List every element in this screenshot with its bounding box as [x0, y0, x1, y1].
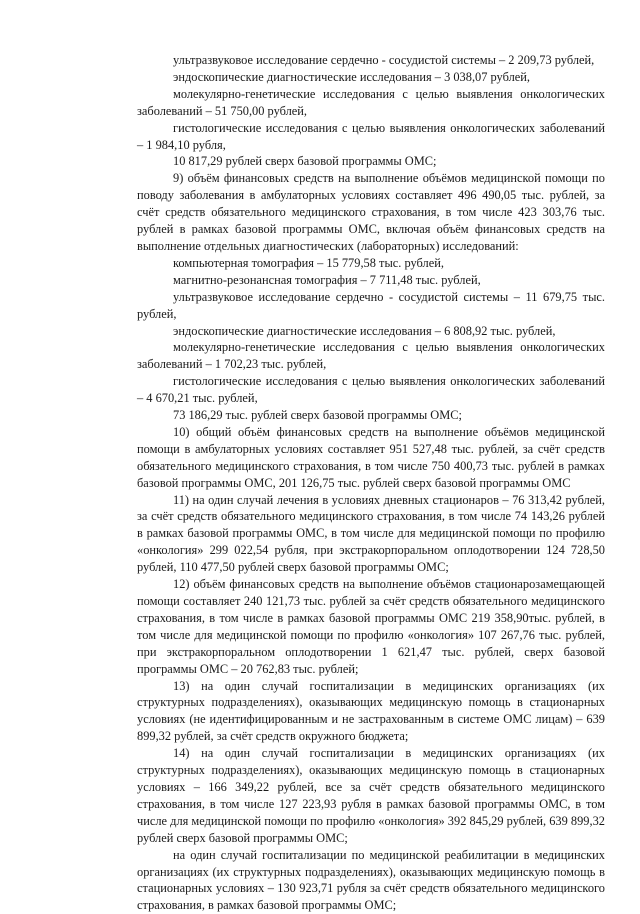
paragraph-item-12: 12) объём финансовых средств на выполнение объёмов стационарозамещающей помощи составляет 240 121,73 тыс. рублей за счёт средств обязательного медицинского страхования, в том числе в рамках базовой программы ОМС 219 358,90тыс. рублей, в том числе для медицинской помощи по профилю «онкология» 107 267,76 тыс. рублей, при экстракорпоральном оплодотворении 1 621,47 тыс. рублей, сверх базовой программы ОМС – 20 762,83 тыс. рублей; [137, 577, 605, 676]
document-body [137, 52, 605, 914]
paragraph-ct: компьютерная томография – 15 779,58 тыс. рублей, [173, 255, 444, 270]
paragraph-histology-rub: гистологические исследования с целью выявления онкологических заболеваний – 1 984,10 рубля, [137, 120, 605, 152]
paragraph-item-13: 13) на один случай госпитализации в медицинских организациях (их структурных подразделениях), оказывающих медицинскую помощь в стационарных условиях (не идентифицированным и не застрахованным в системе ОМС лицам) – 639 899,32 рублей, за счёт средств окружного бюджета; [137, 678, 605, 744]
paragraph-item-10: 10) общий объём финансовых средств на выполнение объёмов медицинской помощи в амбулаторных условиях составляет 951 527,48 тыс. рублей, за счёт средств обязательного медицинского страхования, в том числе 750 400,73 тыс. рублей в рамках базовой программы ОМС, 201 126,75 тыс. рублей сверх базовой программы ОМС [137, 424, 605, 490]
paragraph-histology-thousand: гистологические исследования с целью выявления онкологических заболеваний – 4 670,21 тыс. рублей, [137, 374, 605, 406]
paragraph-item-11: 11) на один случай лечения в условиях дневных стационаров – 76 313,42 рублей, за счёт средств обязательного медицинского страхования, в том числе 74 143,26 рублей в рамках базовой программы ОМС, в том числе для медицинской помощи по профилю «онкология» 299 022,54 рубля, при экстракорпоральном оплодотворении 124 728,50 рублей, 110 477,50 рублей сверх базовой программы ОМС; [137, 492, 605, 575]
paragraph-ultrasound-thousand: ультразвуковое исследование сердечно - сосудистой системы – 11 679,75 тыс. рублей, [137, 289, 605, 321]
paragraph-molecular-thousand: молекулярно-генетические исследования с целью выявления онкологических заболеваний – 1 702,23 тыс. рублей, [137, 340, 605, 372]
paragraph-molecular-rub: молекулярно-генетические исследования с целью выявления онкологических заболеваний – 51 750,00 рублей, [137, 86, 605, 118]
paragraph-item-14: 14) на один случай госпитализации в медицинских организациях (их структурных подразделениях), оказывающих медицинскую помощь в стационарных условиях – 166 349,22 рублей, все за счёт средств обязательного медицинского страхования, в том числе 127 223,93 рубля в рамках базовой программы ОМС, в том числе для медицинской помощи по профилю «онкология» 392 845,29 рублей, 639 899,32 рублей сверх базовой программы ОМС; [137, 746, 605, 845]
paragraph-over-base-rub: 10 817,29 рублей сверх базовой программы ОМС; [173, 154, 437, 169]
paragraph-rehabilitation: на один случай госпитализации по медицинской реабилитации в медицинских организациях (их структурных подразделениях), оказывающих медицинскую помощь в стационарных условиях – 130 923,71 рубля за счёт средств обязательного медицинского страхования, в рамках базовой программы ОМС; [137, 847, 605, 913]
paragraph-endoscopy-thousand: эндоскопические диагностические исследования – 6 808,92 тыс. рублей, [173, 323, 556, 338]
paragraph-mri: магнитно-резонансная томография – 7 711,48 тыс. рублей, [173, 272, 481, 287]
paragraph-over-base-thousand: 73 186,29 тыс. рублей сверх базовой программы ОМС; [173, 408, 462, 423]
paragraph-endoscopy-rub: эндоскопические диагностические исследования – 3 038,07 рублей, [173, 69, 530, 84]
paragraph-ultrasound-rub: ультразвуковое исследование сердечно - сосудистой системы – 2 209,73 рублей, [173, 53, 595, 67]
paragraph-item-9: 9) объём финансовых средств на выполнение объёмов медицинской помощи по поводу заболевания в амбулаторных условиях составляет 496 490,05 тыс. рублей, за счёт средств обязательного медицинского страхования, в том числе 423 303,76 тыс. рублей в рамках базовой программы ОМС, включая объём финансовых средств на выполнение отдельных диагностических (лабораторных) исследований: [137, 171, 605, 253]
